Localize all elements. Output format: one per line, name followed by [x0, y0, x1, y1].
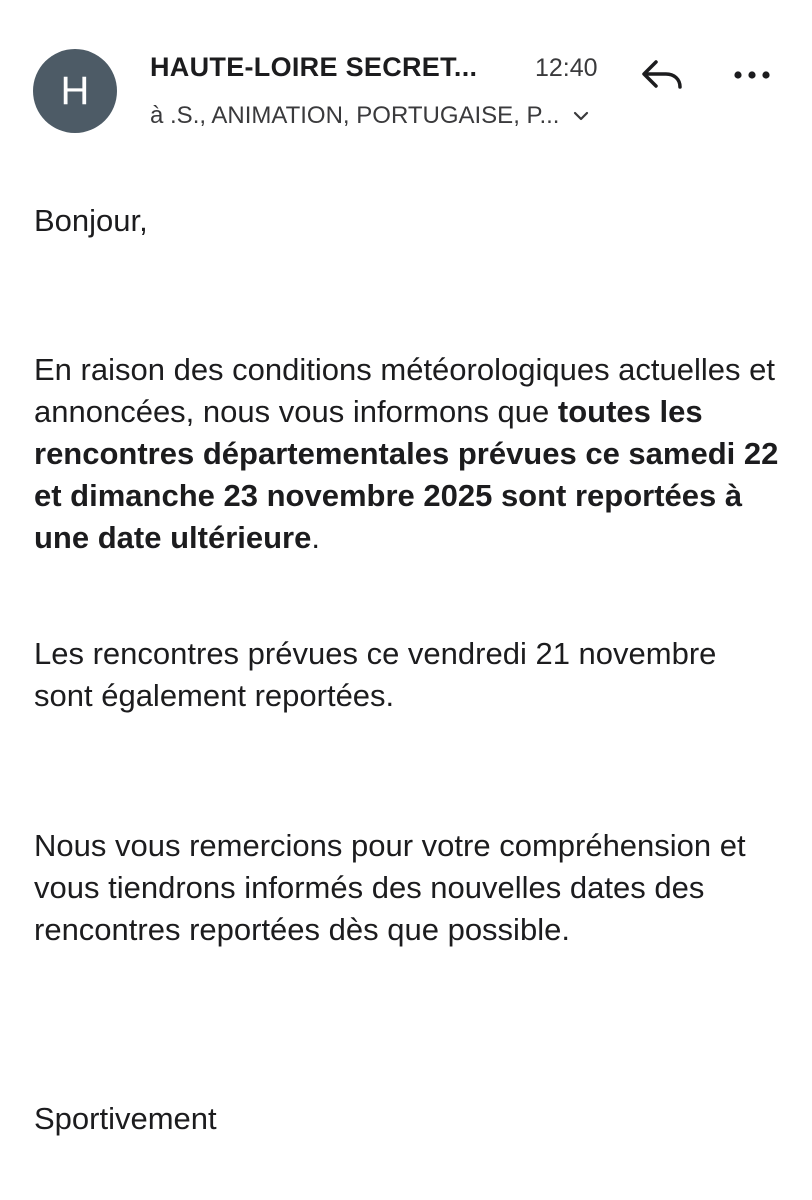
paragraph-intro: En raison des conditions météorologiques actuelles et annoncées, nous vous informons que: [34, 352, 776, 429]
more-icon: [730, 60, 774, 90]
recipients-list: à .S., ANIMATION, PORTUGAISE, P...: [150, 102, 560, 129]
message-paragraph-weather: [34, 349, 779, 559]
message-paragraph-thanks: Nous vous remercions pour votre compréhension et vous tiendrons informés des nouvelles dates des rencontres reportées dès que possible.: [34, 828, 746, 947]
more-options-button[interactable]: [730, 60, 774, 90]
message-paragraph-friday: Les rencontres prévues ce vendredi 21 novembre sont également reportées.: [34, 636, 717, 713]
chevron-down-icon: [573, 110, 589, 122]
sender-avatar[interactable]: H: [33, 49, 117, 133]
greeting-text: Bonjour,: [34, 203, 148, 238]
reply-icon: [638, 54, 686, 94]
message-header: [0, 0, 812, 150]
paragraph-period: .: [311, 520, 320, 555]
signoff-text: Sportivement: [34, 1101, 217, 1136]
reply-button[interactable]: [638, 54, 686, 94]
message-time: 12:40: [535, 54, 598, 82]
paragraph-bold-notice: toutes les rencontres départementales prévues ce samedi 22 et dimanche 23 novembre 2025 sont reportées à une date ultérieure: [34, 394, 779, 555]
sender-name[interactable]: HAUTE-LOIRE SECRET...: [150, 52, 478, 82]
recipients-toggle[interactable]: [150, 102, 589, 130]
